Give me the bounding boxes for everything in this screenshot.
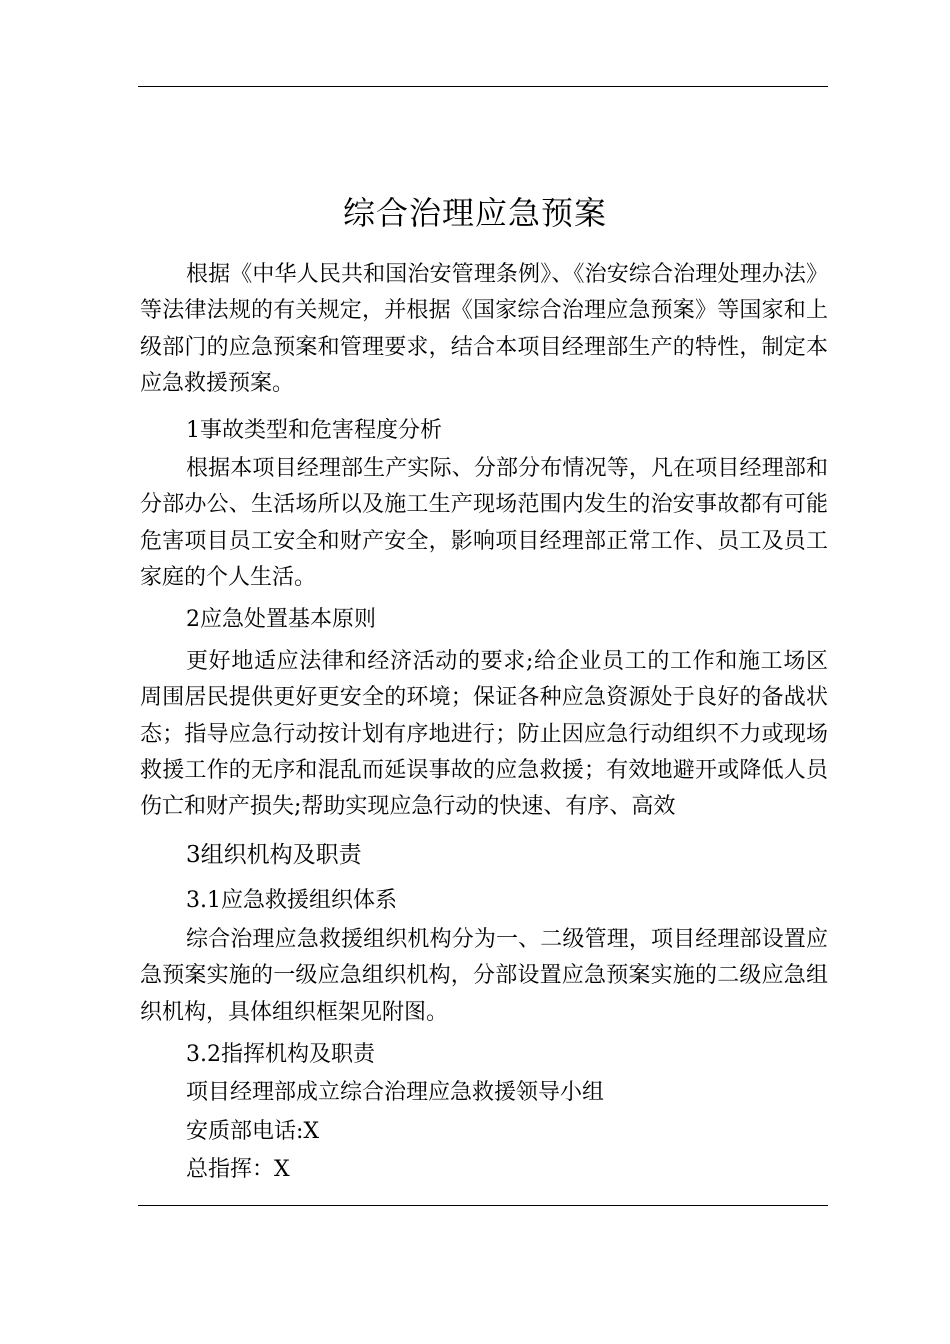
section-3-1-body: 综合治理应急救援组织机构分为一、二级管理，项目经理部设置应急预案实施的一级应急组织机构，分部设置应急预案实施的二级应急组织机构，具体组织框架见附图。: [140, 927, 828, 1025]
section-2-heading: 2应急处置基本原则: [186, 607, 376, 632]
section-3-2-heading: 3.2指挥机构及职责: [186, 1042, 375, 1067]
intro-paragraph: 根据《中华人民共和国治安管理条例》、《治安综合治理处理办法》等法律法规的有关规定，并根据《国家综合治理应急预案》等国家和上级部门的应急预案和管理要求，结合本项目经理部生产的特性，制定本应急救援预案。: [140, 262, 828, 396]
document-title: 综合治理应急预案: [342, 194, 607, 232]
section-3-1-heading: 3.1应急救援组织体系: [186, 888, 397, 913]
header-rule: [138, 86, 828, 87]
footer-rule: [138, 1205, 828, 1206]
section-2-body: 更好地适应法律和经济活动的要求;给企业员工的工作和施工场区周围居民提供更好更安全的环境；保证各种应急资源处于良好的备战状态；指导应急行动按计划有序地进行；防止因应急行动组织不力或现场救援工作的无序和混乱而延误事故的应急救援；有效地避开或降低人员伤亡和财产损失;帮助实现应急行动的快速、有序、高效: [140, 649, 828, 820]
section-1-body: 根据本项目经理部生产实际、分部分布情况等，凡在项目经理部和分部办公、生活场所以及施工生产现场范围内发生的治安事故都有可能危害项目员工安全和财产安全，影响项目经理部正常工作、员工及员工家庭的个人生活。: [140, 456, 828, 590]
section-3-2-line-3: 总指挥：X: [186, 1157, 290, 1182]
section-1-heading: 1事故类型和危害程度分析: [186, 418, 442, 443]
section-3-2-line-1: 项目经理部成立综合治理应急救援领导小组: [186, 1080, 605, 1105]
section-3-2-line-2: 安质部电话:X: [186, 1119, 320, 1144]
section-3-heading: 3组织机构及职责: [186, 842, 362, 868]
